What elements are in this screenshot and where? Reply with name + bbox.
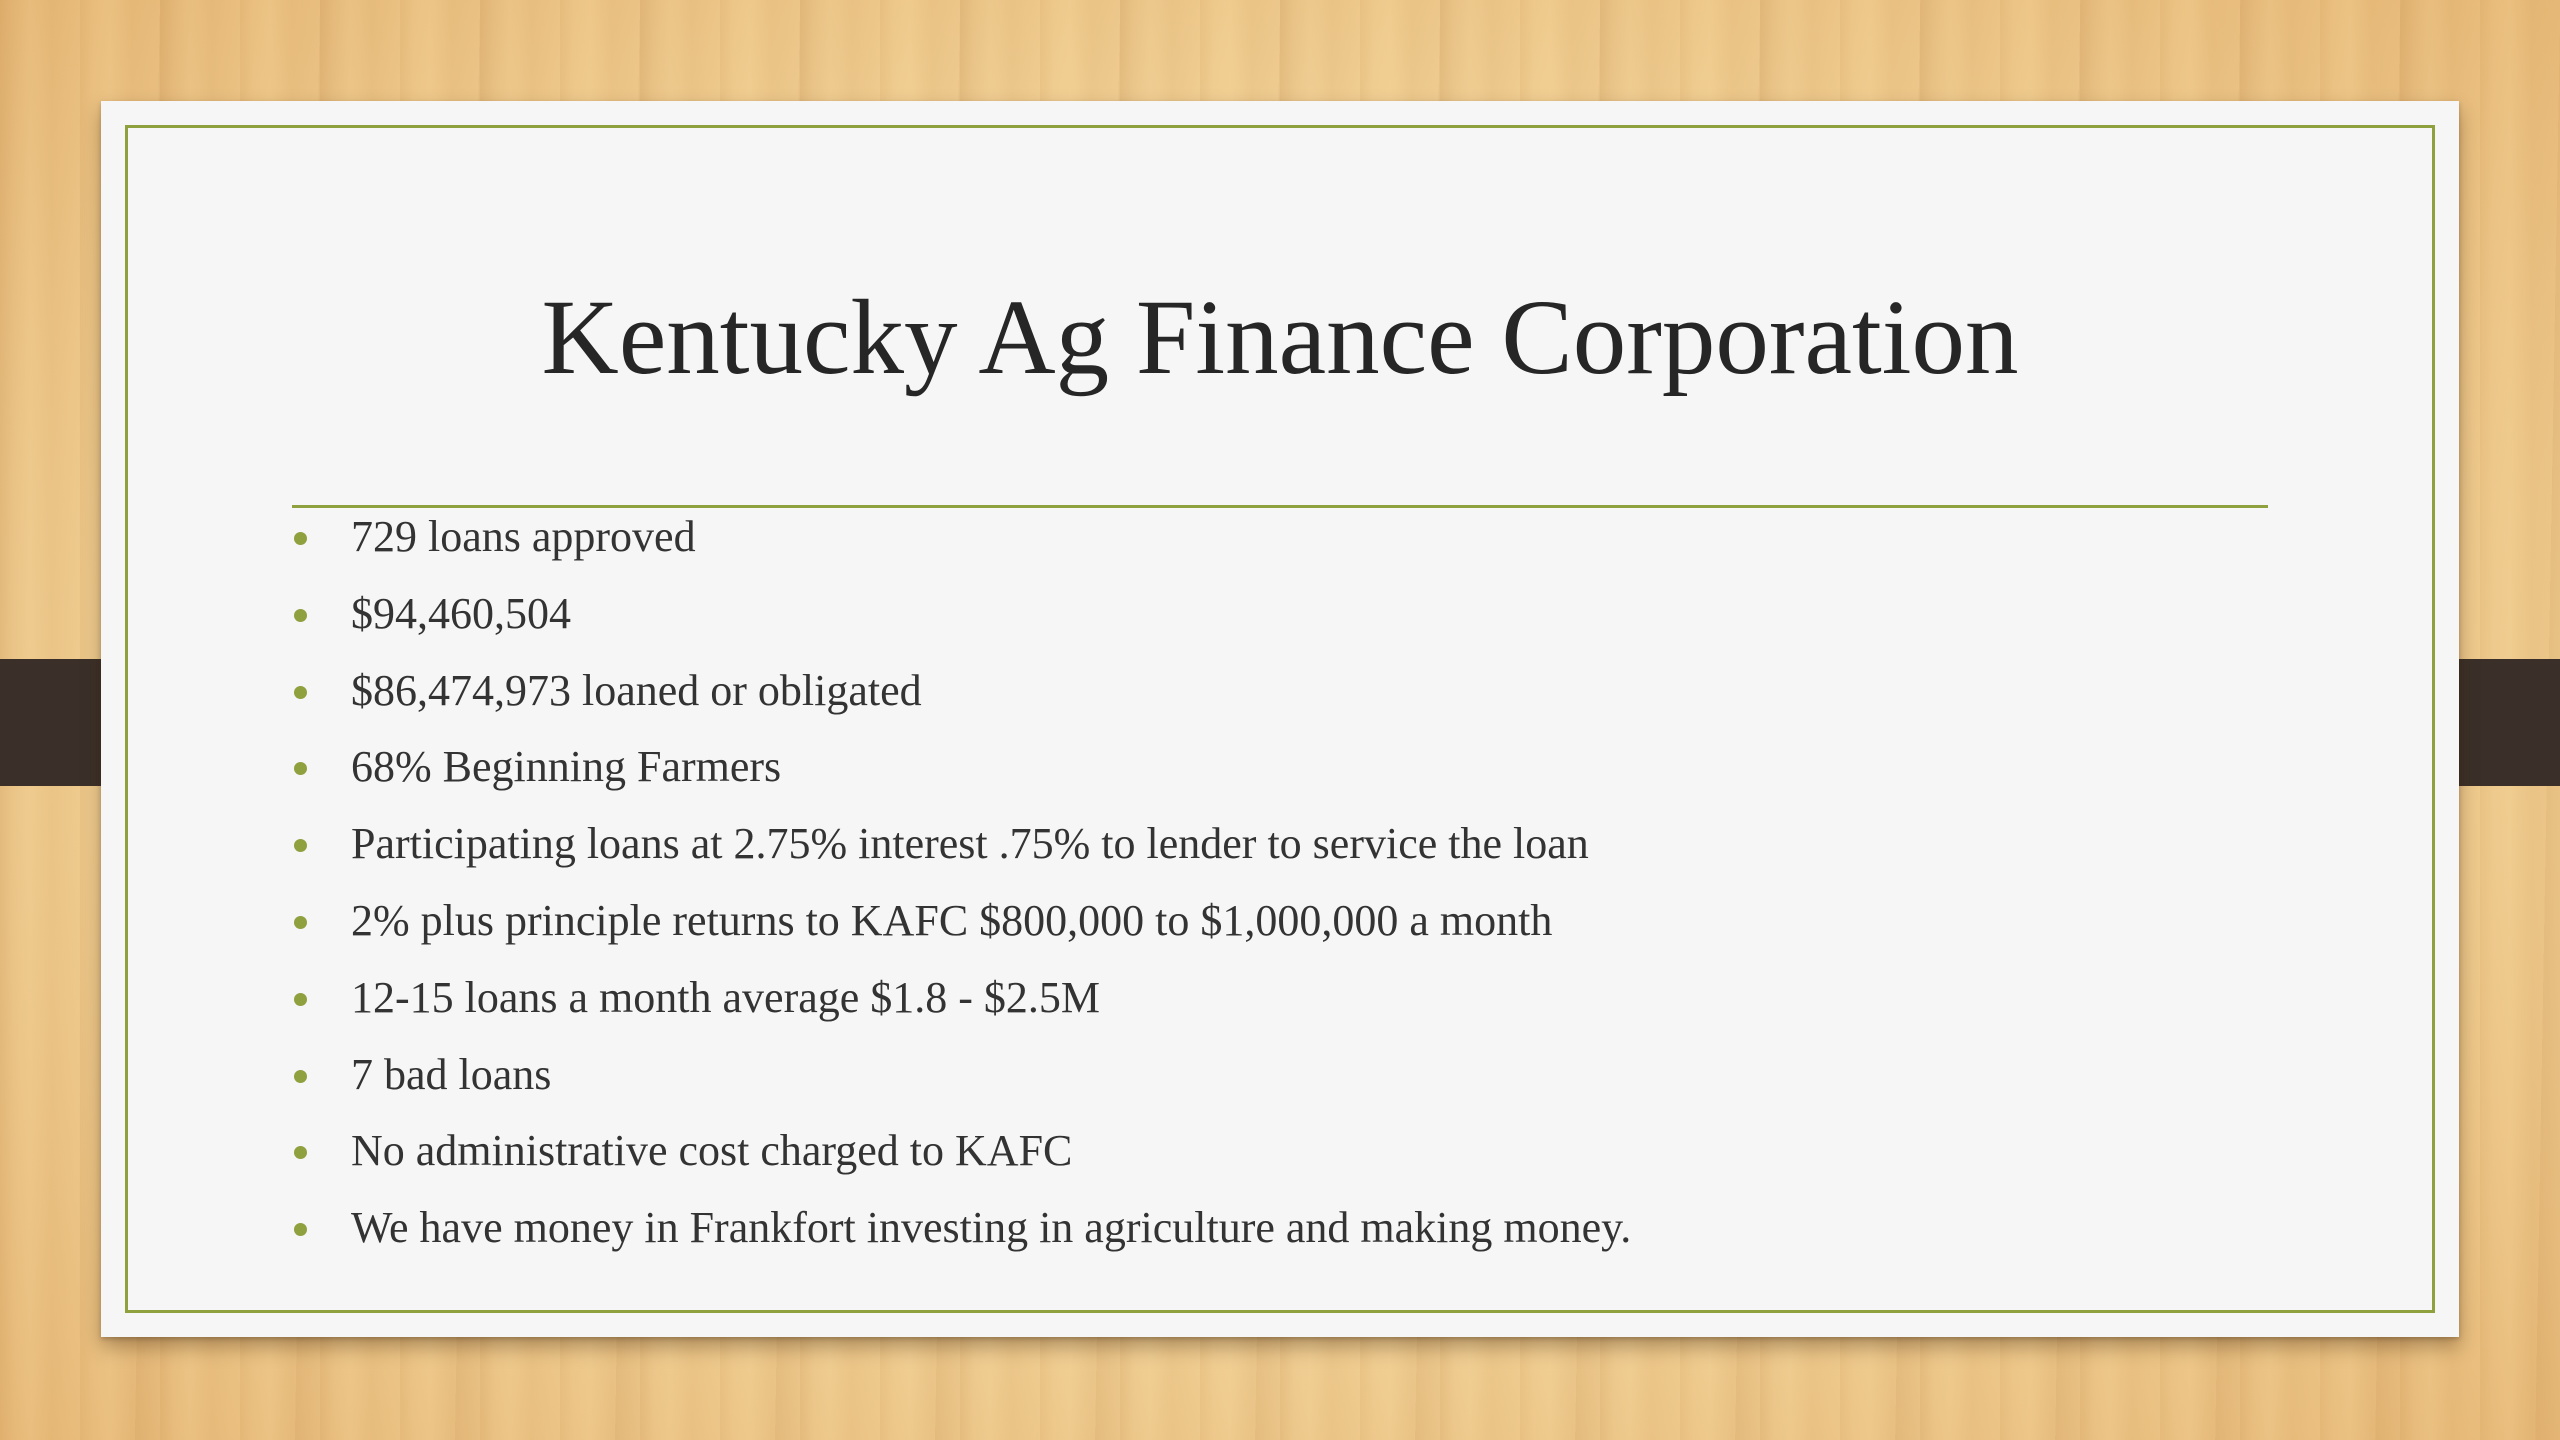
bullet-text: $94,460,504 [351, 588, 571, 638]
bullet-icon [294, 686, 307, 699]
bullet-icon [294, 839, 307, 852]
bullet-list [290, 508, 1631, 1276]
bullet-item-admin-cost [290, 1122, 1631, 1199]
bullet-item-monthly-average [290, 969, 1631, 1046]
bullet-text: 2% plus principle returns to KAFC $800,000 to $1,000,000 a month [351, 895, 1553, 945]
bullet-item-total-amount [290, 585, 1631, 662]
bullet-icon [294, 762, 307, 775]
bullet-text: We have money in Frankfort investing in agriculture and making money. [351, 1203, 1632, 1253]
bullet-text: 729 loans approved [351, 512, 696, 561]
slide-title: Kentucky Ag Finance Corporation [541, 279, 2019, 397]
bullet-icon [294, 532, 307, 545]
bullet-item-bad-loans [290, 1046, 1631, 1123]
bullet-item-frankfort-money [290, 1199, 1631, 1276]
bullet-icon [294, 609, 307, 622]
bullet-item-beginning-farmers [290, 738, 1631, 815]
bullet-text: 68% Beginning Farmers [351, 742, 782, 792]
bullet-text: No administrative cost charged to KAFC [351, 1126, 1073, 1176]
bullet-icon [294, 1146, 307, 1159]
bullet-text: $86,474,973 loaned or obligated [351, 665, 922, 715]
bullet-text: 12-15 loans a month average $1.8 - $2.5M [351, 972, 1101, 1022]
bullet-item-participating-loans [290, 815, 1631, 892]
bullet-icon [294, 1070, 307, 1083]
bullet-icon [294, 993, 307, 1006]
bullet-text: Participating loans at 2.75% interest .75% to lender to service the loan [351, 819, 1589, 869]
bullet-text: 7 bad loans [351, 1049, 552, 1099]
bullet-item-loans-approved [290, 508, 1631, 585]
bullet-icon [294, 916, 307, 929]
bullet-icon [294, 1223, 307, 1236]
bullet-item-loaned-obligated [290, 662, 1631, 739]
bullet-item-principle-returns [290, 892, 1631, 969]
